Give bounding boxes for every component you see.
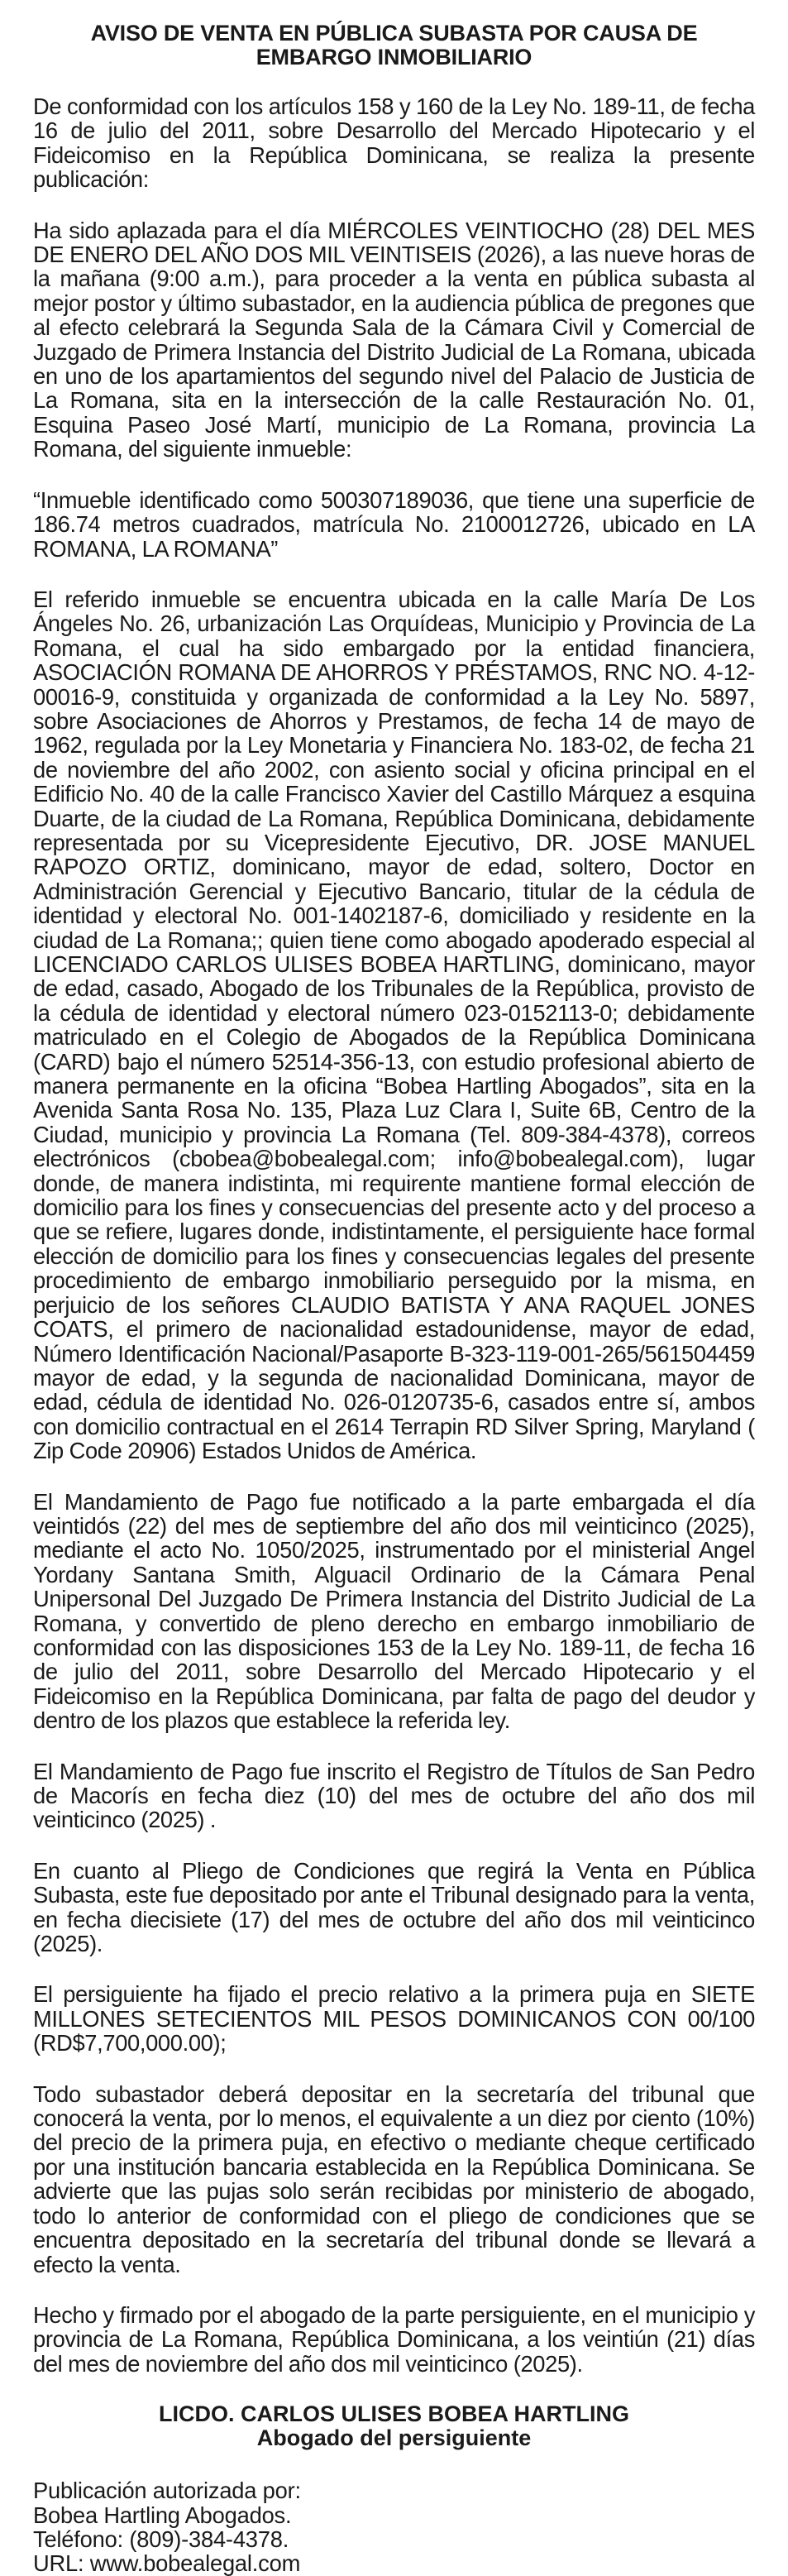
signature-block xyxy=(33,2402,755,2450)
registration-paragraph: El Mandamiento de Pago fue inscrito el Registro de Títulos de San Pedro de Macorís en fecha diez (10) del mes de octubre del año dos mil veinticinco (2025) . xyxy=(33,1758,755,1833)
notice-title xyxy=(33,22,755,69)
signer-role: Abogado del persiguiente xyxy=(256,2425,532,2451)
deposit-requirement-paragraph: Todo subastador deberá depositar en la secretaría del tribunal que conocerá la venta, por lo menos, el equivalente a un diez por ciento (10%) del precio de la primera puja, en efectivo o mediante cheque certificado por una institución bancaria establecida en la República Dominicana. Se advierte que las pujas solo serán recibidas por ministerio de abogado, todo lo anterior de conformidad con el pliego de condiciones que se encuentra depositado en la secretaría del tribunal donde se llevará a efecto la venta. xyxy=(33,2080,755,2277)
footer-url: URL: www.bobealegal.com xyxy=(33,2550,301,2576)
legal-basis-paragraph: De conformidad con los artículos 158 y 160 de la Ley No. 189-11, de fecha 16 de julio del 2011, sobre Desarrollo del Mercado Hipotecario y el Fideicomiso en la República Dominicana, se realiza la presente publicación: xyxy=(33,93,755,193)
footer-phone: Teléfono: (809)-384-4378. xyxy=(33,2526,289,2552)
signing-statement-paragraph: Hecho y firmado por el abogado de la parte persiguiente, en el municipio y provincia de La Romana, República Dominicana, a los veintiún (21) días del mes de noviembre del año dos mil veinticinco (2025). xyxy=(33,2301,755,2377)
first-bid-price-paragraph: El persiguiente ha fijado el precio relativo a la primera puja en SIETE MILLONES SETECIENTOS MIL PESOS DOMINICANOS CON 00/100 (RD$7,700,000.00); xyxy=(33,1981,755,2056)
signer-name: LICDO. CARLOS ULISES BOBEA HARTLING xyxy=(158,2401,629,2427)
auction-date-paragraph: Ha sido aplazada para el día MIÉRCOLES VEINTIOCHO (28) DEL MES DE ENERO DEL AÑO DOS MIL VEINTISEIS (2026), a las nueve horas de la mañana (9:00 a.m.), para proceder a la venta en pública subasta al mejor postor y último subastador, en la audiencia pública de pregones que al efecto celebrará la Segunda Sala de la Cámara Civil y Comercial de Juzgado de Primera Instancia del Distrito Judicial de La Romana, ubicada en uno de los apartamientos del segundo nivel del Palacio de Justicia de La Romana, sita en la intersección de la calle Restauración No. 01, Esquina Paseo José Martí, municipio de La Romana, provincia La Romana, del siguiente inmueble: xyxy=(33,217,755,462)
notice-title-line-2: EMBARGO INMOBILIARIO xyxy=(256,45,532,69)
property-identification-paragraph: “Inmueble identificado como 500307189036, que tiene una superficie de 186.74 metros cuadrados, matrícula No. 2100012726, ubicado en LA ROMANA, LA ROMANA” xyxy=(33,486,755,562)
conditions-paragraph: En cuanto al Pliego de Condiciones que regirá la Venta en Pública Subasta, este fue depositado por ante el Tribunal designado para la venta, en fecha diecisiete (17) del mes de octubre del año dos mil veinticinco (2025). xyxy=(33,1857,755,1957)
payment-order-paragraph: El Mandamiento de Pago fue notificado a la parte embargada el día veintidós (22) del mes de septiembre del año dos mil veinticinco (2025), mediante el acto No. 1050/2025, instrumentado por el ministerial Angel Yordany Santana Smith, Alguacil Ordinario de la Cámara Penal Unipersonal Del Juzgado De Primera Instancia del Distrito Judicial de La Romana, y convertido de pleno derecho en embargo inmobiliario de conformidad con las disposiciones 153 de la Ley No. 189-11, de fecha 16 de julio del 2011, sobre Desarrollo del Mercado Hipotecario y el Fideicomiso en la República Dominicana, par falta de pago del deudor y dentro de los plazos que establece la referida ley. xyxy=(33,1488,755,1734)
footer-authorized-by: Publicación autorizada por: xyxy=(33,2478,301,2504)
notice-title-line-1: AVISO DE VENTA EN PÚBLICA SUBASTA POR CAUSA DE xyxy=(90,21,698,45)
publication-footer xyxy=(33,2478,755,2576)
property-details-paragraph: El referido inmueble se encuentra ubicada en la calle María De Los Ángeles No. 26, urbanización Las Orquídeas, Municipio y Provincia de La Romana, el cual ha sido embargado por la entidad financiera, ASOCIACIÓN ROMANA DE AHORROS Y PRÉSTAMOS, RNC NO. 4-12-00016-9, constituida y organizada de conformidad a la Ley No. 5897, sobre Asociaciones de Ahorros y Prestamos, de fecha 14 de mayo de 1962, regulada por la Ley Monetaria y Financiera No. 183-02, de fecha 21 de noviembre del año 2002, con asiento social y oficina principal en el Edificio No. 40 de la calle Francisco Xavier del Castillo Márquez a esquina Duarte, de la ciudad de La Romana, República Dominicana, debidamente representada por su Vicepresidente Ejecutivo, DR. JOSE MANUEL RAPOZO ORTIZ, dominicano, mayor de edad, soltero, Doctor en Administración Gerencial y Ejecutivo Bancario, titular de la cédula de identidad y electoral No. 001-1402187-6, domiciliado y residente en la ciudad de La Romana;; quien tiene como abogado apoderado especial al LICENCIADO CARLOS ULISES BOBEA HARTLING, dominicano, mayor de edad, casado, Abogado de los Tribunales de la República, provisto de la cédula de identidad y electoral número 023-0152113-0; debidamente matriculado en el Colegio de Abogados de la República Dominicana (CARD) bajo el número 52514-356-13, con estudio profesional abierto de manera permanente en la oficina “Bobea Hartling Abogados”, sita en la Avenida Santa Rosa No. 135, Plaza Luz Clara I, Suite 6B, Centro de la Ciudad, municipio y provincia La Romana (Tel. 809-384-4378), correos electrónicos (cbobea@bobealegal.com; info@bobealegal.com), lugar donde, de manera indistinta, mi requirente mantiene formal elección de domicilio para los fines y consecuencias del presente acto y del proceso a que se refiere, lugares donde, indistintamente, el persiguiente hace formal elección de domicilio para los fines y consecuencias legales del presente procedimiento de embargo inmobiliario perseguido por la misma, en perjuicio de los señores CLAUDIO BATISTA Y ANA RAQUEL JONES COATS, el primero de nacionalidad estadounidense, mayor de edad, Número Identificación Nacional/Pasaporte B-323-119-001-265/561504459 mayor de edad, y la segunda de nacionalidad Dominicana, mayor de edad, cédula de identidad No. 026-0120735-6, casados entre sí, ambos con domicilio contractual en el 2614 Terrapin RD Silver Spring, Maryland ( Zip Code 20906) Estados Unidos de América. xyxy=(33,586,755,1464)
footer-firm-name: Bobea Hartling Abogados. xyxy=(33,2502,292,2528)
